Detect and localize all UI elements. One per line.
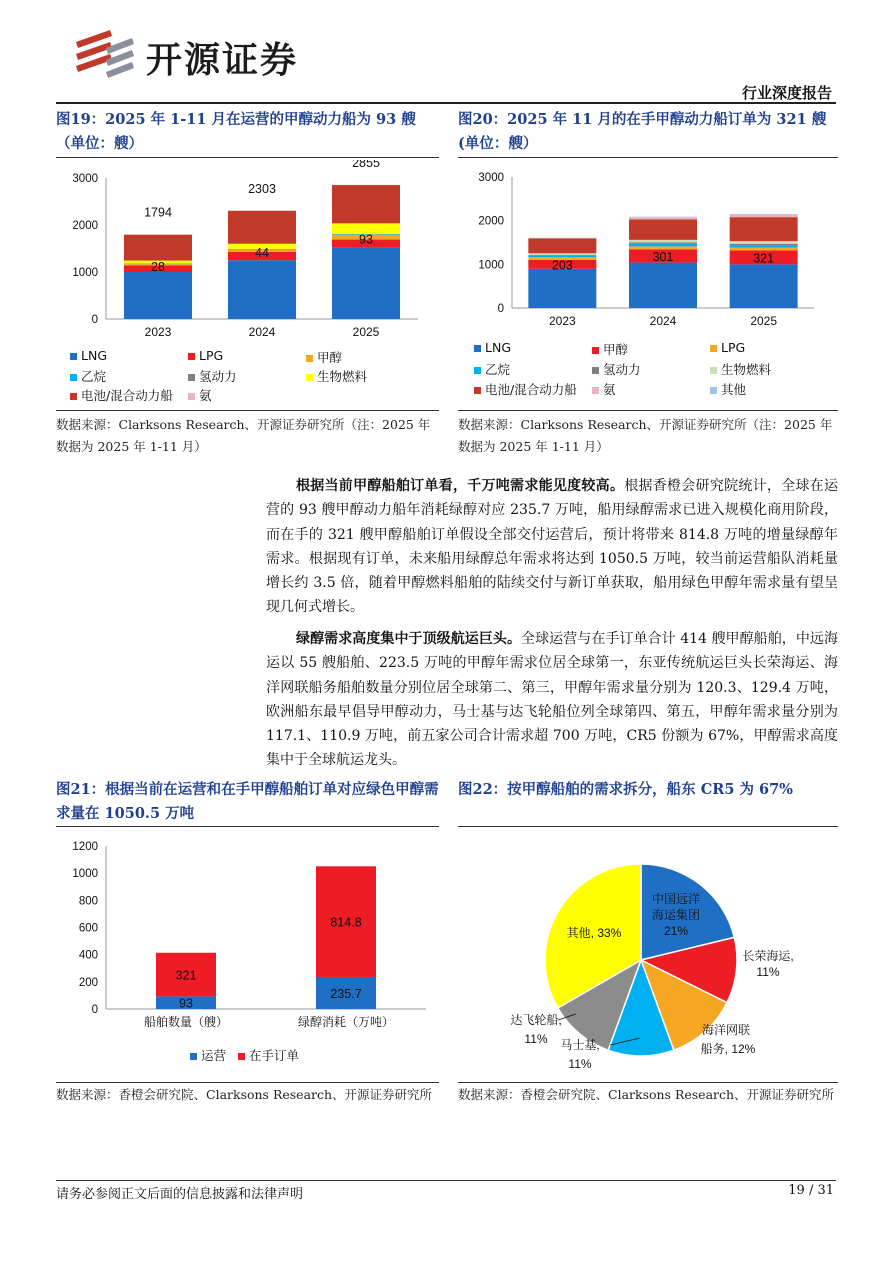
paragraph-2 — [266, 627, 838, 773]
fig21-title-rule — [56, 826, 439, 827]
y-tick-label: 1200 — [72, 841, 98, 853]
bar-segment — [629, 242, 697, 243]
fig19-source: 数据来源：Clarksons Research、开源证券研究所（注：2025 年数据为 2025 年 1-11 月） — [56, 417, 431, 454]
paragraph-1-lead: 根据当前甲醇船舶订单看，千万吨需求能见度较高。 — [296, 478, 625, 494]
legend-item: LNG — [70, 348, 107, 363]
y-tick-label: 600 — [78, 922, 98, 935]
legend-item: 在手订单 — [238, 1046, 299, 1064]
slice-label: 海洋网联 — [701, 1023, 751, 1037]
fig22-source: 数据来源：香橙会研究院、Clarksons Research、开源证券研究所 — [458, 1087, 835, 1102]
data-label: 814.8 — [330, 915, 362, 930]
bar-segment — [332, 185, 400, 223]
legend-item: 甲醇 — [306, 348, 342, 366]
x-tick-label: 2025 — [352, 325, 380, 339]
header-rule — [56, 102, 836, 104]
y-tick-label: 0 — [91, 314, 98, 326]
fig21-source: 数据来源：香橙会研究院、Clarksons Research、开源证券研究所 — [56, 1087, 433, 1102]
fig20-source: 数据来源：Clarksons Research、开源证券研究所（注：2025 年数据为 2025 年 1-11 月） — [458, 417, 833, 454]
total-label: 2303 — [248, 181, 276, 196]
fig20-legend — [474, 340, 834, 400]
legend-item: 生物燃料 — [306, 367, 367, 385]
y-tick-label: 0 — [91, 1004, 98, 1016]
legend-item: 氨 — [592, 380, 616, 398]
slice-label: 21% — [663, 924, 689, 938]
y-tick-label: 0 — [497, 303, 504, 315]
legend-item: LNG — [474, 340, 511, 355]
x-tick-label: 船舶数量（艘） — [143, 1015, 229, 1029]
legend-item: 生物燃料 — [710, 360, 771, 378]
bar-segment — [629, 244, 697, 247]
methanol-label: 28 — [151, 259, 165, 274]
legend-item: LPG — [710, 340, 745, 355]
page-number: 19 / 31 — [788, 1183, 834, 1198]
paragraph-2-lead: 绿醇需求高度集中于顶级航运巨头。 — [296, 631, 522, 647]
legend-item: 其他 — [710, 380, 746, 398]
bar-segment — [730, 215, 798, 218]
report-type: 行业深度报告 — [741, 84, 832, 102]
total-label: 2855 — [352, 160, 380, 170]
bar-segment — [629, 246, 697, 249]
bar-segment — [629, 219, 697, 240]
slice-label: 达飞轮船, — [510, 1013, 562, 1027]
methanol-label: 93 — [359, 232, 373, 247]
legend-item: 氢动力 — [188, 367, 237, 385]
x-tick-label: 2024 — [649, 314, 677, 328]
data-label: 235.7 — [330, 986, 362, 1001]
slice-label: 船务, 12% — [700, 1042, 756, 1056]
footer-disclaimer: 请务必参阅正文后面的信息披露和法律声明 — [56, 1187, 304, 1202]
y-tick-label: 800 — [78, 895, 98, 908]
legend-item: LPG — [188, 348, 223, 363]
y-tick-label: 1000 — [478, 259, 504, 272]
fig22-src-rule — [458, 1082, 838, 1083]
fig22-title: 图22：按甲醇船舶的需求拆分，船东 CR5 为 67% — [458, 781, 793, 798]
brand-name: 开源证券 — [146, 40, 299, 81]
slice-label: 11% — [756, 965, 780, 979]
x-tick-label: 2025 — [750, 314, 778, 328]
slice-label: 11% — [524, 1032, 548, 1046]
legend-item: 乙烷 — [474, 360, 510, 378]
bar-segment — [528, 256, 596, 257]
bar-segment — [730, 241, 798, 244]
data-label: 321 — [175, 968, 197, 983]
bar-segment — [629, 263, 697, 308]
bar-segment — [730, 264, 798, 308]
y-tick-label: 1000 — [72, 868, 98, 881]
legend-item: 运营 — [190, 1046, 226, 1064]
methanol-label: 321 — [753, 251, 775, 266]
paragraph-2-body: 全球运营与在手订单合计 414 艘甲醇船舶，中远海运以 55 艘船舶、223.5 万吨的甲醇年需求位居全球第一，东亚传统航运巨头长荣海运、海洋网联船务船舶数量分别位居全球第二、第三，甲醇年需求量分别为 120.3、129.4 万吨，欧洲船东最早倡导甲醇动力，马士基与达飞轮船位列全球第四、第五，甲醇年需求量分别为 117.1、110.9 万吨，前五家公司合计需求超 700 万吨，CR5 份额为 67%，甲醇需求高度集中于全球航运龙头。 — [266, 631, 839, 769]
bar-segment — [730, 248, 798, 251]
legend-item: 乙烷 — [70, 367, 106, 385]
paragraph-1-body: 根据香橙会研究院统计，全球在运营的 93 艘甲醇动力船年消耗绿醇对应 235.7 万吨，船用绿醇需求已进入规模化商用阶段，而在手的 321 艘甲醇船舶订单假设全部交付运营后，预计将带来 814.8 万吨的增量绿醇年需求。根据现有订单，未来船用绿醇总年需求将达到 1050.5 万吨，较当前运营船队消耗量增长约 3.5 倍，随着甲醇燃料船舶的陆续交付与新订单获取，船用绿色甲醇年需求量有望呈现几何式增长。 — [266, 478, 839, 616]
slice-label: 海运集团 — [651, 908, 701, 922]
fig20-title-rule — [458, 157, 838, 158]
bar-segment — [730, 245, 798, 248]
fig20-title: 图20：2025 年 11 月的在手甲醇动力船订单为 321 艘(单位：艘） — [458, 111, 827, 152]
methanol-label: 301 — [652, 250, 674, 265]
legend-item: 甲醇 — [592, 340, 628, 358]
total-label: 1794 — [144, 205, 172, 220]
bar-segment — [124, 235, 192, 261]
bar-segment — [629, 240, 697, 243]
bar-segment — [124, 272, 192, 319]
fig19-title: 图19：2025 年 1-11 月在运营的甲醇动力船为 93 艘（单位：艘） — [56, 111, 416, 152]
paragraph-1 — [266, 474, 838, 620]
slice-label: 其他, 33% — [566, 926, 622, 940]
fig21-title: 图21：根据当前在运营和在手甲醇船舶订单对应绿色甲醇需求量在 1050.5 万吨 — [56, 781, 439, 822]
methanol-label: 44 — [255, 245, 269, 260]
y-tick-label: 2000 — [72, 220, 98, 232]
fig19-legend — [70, 348, 430, 408]
fig21-legend — [190, 1046, 390, 1066]
bar-segment — [730, 244, 798, 245]
bar-segment — [629, 217, 697, 219]
y-tick-label: 3000 — [72, 173, 98, 185]
slice-label: 11% — [568, 1057, 592, 1071]
x-tick-label: 2023 — [144, 325, 172, 339]
y-tick-label: 2000 — [478, 215, 504, 228]
data-label: 93 — [179, 996, 193, 1011]
y-tick-label: 200 — [78, 976, 98, 989]
brand-logo — [70, 28, 140, 84]
fig20-chart — [458, 160, 838, 338]
bar-segment — [528, 238, 596, 253]
legend-item: 氨 — [188, 386, 212, 404]
fig21-src-rule — [56, 1082, 439, 1083]
bar-segment — [528, 269, 596, 308]
y-tick-label: 400 — [78, 949, 98, 962]
bar-segment — [228, 260, 296, 319]
legend-item: 电池/混合动力船 — [474, 380, 577, 398]
fig22-title-rule — [458, 826, 838, 827]
y-tick-label: 3000 — [478, 172, 504, 184]
bar-segment — [332, 247, 400, 319]
fig22-chart — [458, 832, 838, 1077]
fig19-title-rule — [56, 157, 439, 158]
x-tick-label: 2023 — [548, 314, 576, 328]
fig19-src-rule — [56, 410, 439, 411]
legend-item: 电池/混合动力船 — [70, 386, 173, 404]
bar-segment — [228, 211, 296, 244]
bar-segment — [528, 253, 596, 255]
fig19-chart — [56, 160, 439, 350]
footer-rule — [56, 1180, 836, 1181]
x-tick-label: 2024 — [248, 325, 276, 339]
x-tick-label: 绿醇消耗（万吨） — [297, 1015, 395, 1029]
methanol-label: 203 — [551, 258, 573, 273]
fig20-src-rule — [458, 410, 838, 411]
legend-item: 氢动力 — [592, 360, 641, 378]
slice-label: 中国远洋 — [651, 892, 701, 906]
fig21-chart — [56, 832, 439, 1042]
bar-segment — [730, 217, 798, 241]
bar-segment — [528, 255, 596, 256]
y-tick-label: 1000 — [72, 267, 98, 279]
slice-label: 长荣海运, — [742, 949, 794, 963]
slice-label: 马士基, — [560, 1038, 600, 1052]
